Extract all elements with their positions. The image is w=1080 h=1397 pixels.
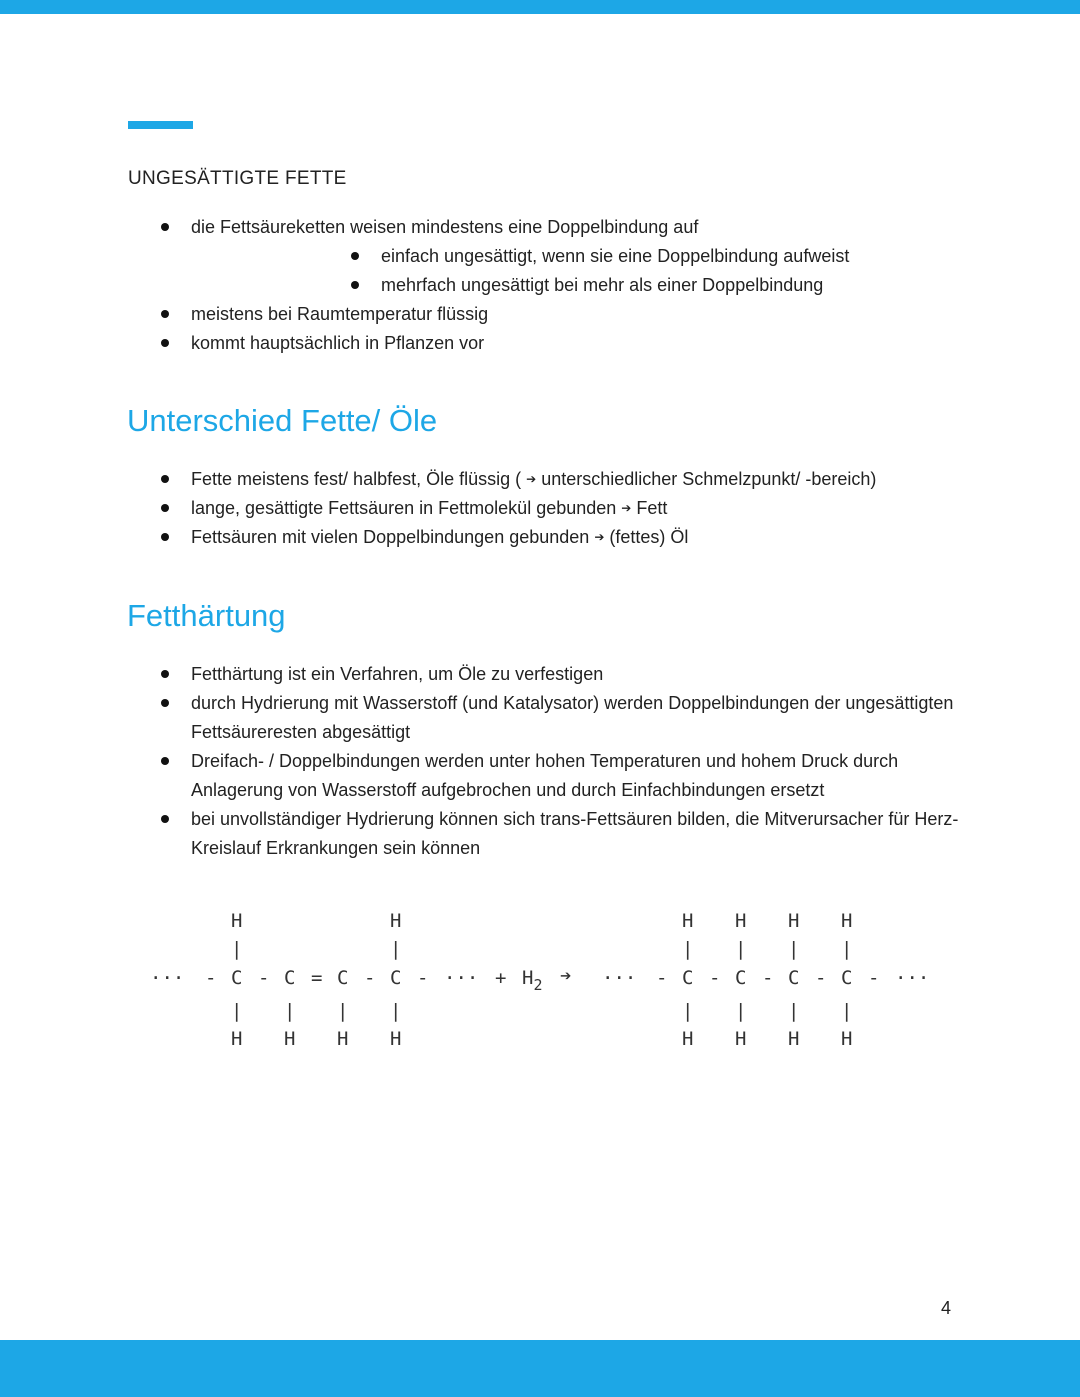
hydrogen-molecule: $H_2$ xyxy=(522,967,543,994)
arrow-icon: ➔ xyxy=(621,501,632,515)
accent-line xyxy=(128,121,193,129)
bond-vertical: | xyxy=(735,938,747,960)
bond-vertical: | xyxy=(284,1000,296,1022)
ellipsis: ··· xyxy=(444,967,479,989)
atom-carbon: C xyxy=(788,967,800,989)
bond-vertical: | xyxy=(682,1000,694,1022)
atom-carbon: C xyxy=(682,967,694,989)
bond-single: - xyxy=(258,967,270,989)
atom-hydrogen: H xyxy=(841,910,853,932)
arrow-icon: ➔ xyxy=(526,472,537,486)
bond-vertical: | xyxy=(841,938,853,960)
bond-vertical: | xyxy=(841,1000,853,1022)
section-title-fat-hardening: Fetthärtung xyxy=(127,598,286,633)
fats-vs-oils-list xyxy=(128,465,1028,552)
atom-hydrogen: H xyxy=(284,1028,296,1050)
bond-single: - xyxy=(205,967,217,989)
atom-hydrogen: H xyxy=(788,1028,800,1050)
bottom-color-bar xyxy=(0,1340,1080,1397)
atom-hydrogen: H xyxy=(337,1028,349,1050)
atom-hydrogen: H xyxy=(390,910,402,932)
atom-carbon: C xyxy=(390,967,402,989)
hydrogenation-formula xyxy=(140,900,960,1060)
page-number: 4 xyxy=(941,1298,952,1318)
atom-hydrogen: H xyxy=(841,1028,853,1050)
bond-vertical: | xyxy=(735,1000,747,1022)
top-color-bar xyxy=(0,0,1080,14)
ellipsis: ··· xyxy=(895,967,930,989)
list-item: Fetthärtung ist ein Verfahren, um Öle zu verfestigen xyxy=(128,660,968,689)
list-item: lange, gesättigte Fettsäuren in Fettmolekül gebunden ➔ Fett xyxy=(128,494,1028,523)
bond-vertical: | xyxy=(390,938,402,960)
unsaturated-fats-sublist xyxy=(128,242,1028,300)
reaction-arrow-icon: ➔ xyxy=(560,965,572,987)
list-item: einfach ungesättigt, wenn sie eine Doppelbindung aufweist xyxy=(128,242,1028,271)
arrow-icon: ➔ xyxy=(594,530,605,544)
ellipsis: ··· xyxy=(150,967,185,989)
list-item: die Fettsäureketten weisen mindestens eine Doppelbindung auf xyxy=(128,213,1028,242)
unsaturated-fats-list-continued xyxy=(128,300,1028,358)
bond-single: - xyxy=(868,967,880,989)
bond-vertical: | xyxy=(788,938,800,960)
section-title-fats-vs-oils: Unterschied Fette/ Öle xyxy=(127,403,438,438)
atom-carbon: C xyxy=(337,967,349,989)
atom-hydrogen: H xyxy=(231,1028,243,1050)
atom-hydrogen: H xyxy=(682,1028,694,1050)
bond-single: - xyxy=(656,967,668,989)
bond-vertical: | xyxy=(682,938,694,960)
bond-single: - xyxy=(762,967,774,989)
atom-carbon: C xyxy=(284,967,296,989)
bond-single: - xyxy=(709,967,721,989)
bond-single: - xyxy=(364,967,376,989)
list-item: Fettsäuren mit vielen Doppelbindungen gebunden ➔ (fettes) Öl xyxy=(128,523,1028,552)
bond-single: - xyxy=(417,967,429,989)
bond-vertical: | xyxy=(231,1000,243,1022)
list-item: durch Hydrierung mit Wasserstoff (und Katalysator) werden Doppelbindungen der ungesättigten Fettsäureresten abgesättigt xyxy=(128,689,968,747)
atom-hydrogen: H xyxy=(788,910,800,932)
ellipsis: ··· xyxy=(602,967,637,989)
plus-sign: + xyxy=(495,967,507,989)
atom-hydrogen: H xyxy=(682,910,694,932)
atom-hydrogen: H xyxy=(231,910,243,932)
list-item: mehrfach ungesättigt bei mehr als einer Doppelbindung xyxy=(128,271,1028,300)
bond-single: - xyxy=(815,967,827,989)
list-item: kommt hauptsächlich in Pflanzen vor xyxy=(128,329,1028,358)
list-item: Fette meistens fest/ halbfest, Öle flüssig ( ➔ unterschiedlicher Schmelzpunkt/ -bereich) xyxy=(128,465,1028,494)
atom-hydrogen: H xyxy=(735,910,747,932)
atom-hydrogen: H xyxy=(735,1028,747,1050)
atom-carbon: C xyxy=(735,967,747,989)
bond-vertical: | xyxy=(390,1000,402,1022)
list-item: bei unvollständiger Hydrierung können sich trans-Fettsäuren bilden, die Mitverursacher für Herz-Kreislauf Erkrankungen sein können xyxy=(128,805,968,863)
section-heading-unsaturated-fats: UNGESÄTTIGTE FETTE xyxy=(128,168,347,189)
bond-double: = xyxy=(311,967,323,989)
atom-hydrogen: H xyxy=(390,1028,402,1050)
bond-vertical: | xyxy=(788,1000,800,1022)
atom-carbon: C xyxy=(231,967,243,989)
list-item: Dreifach- / Doppelbindungen werden unter hohen Temperaturen und hohem Druck durch Anlagerung von Wasserstoff aufgebrochen und durch Einfachbindungen ersetzt xyxy=(128,747,968,805)
atom-carbon: C xyxy=(841,967,853,989)
list-item: meistens bei Raumtemperatur flüssig xyxy=(128,300,1028,329)
bond-vertical: | xyxy=(337,1000,349,1022)
unsaturated-fats-list xyxy=(128,213,1028,242)
fat-hardening-list xyxy=(128,660,968,863)
bond-vertical: | xyxy=(231,938,243,960)
